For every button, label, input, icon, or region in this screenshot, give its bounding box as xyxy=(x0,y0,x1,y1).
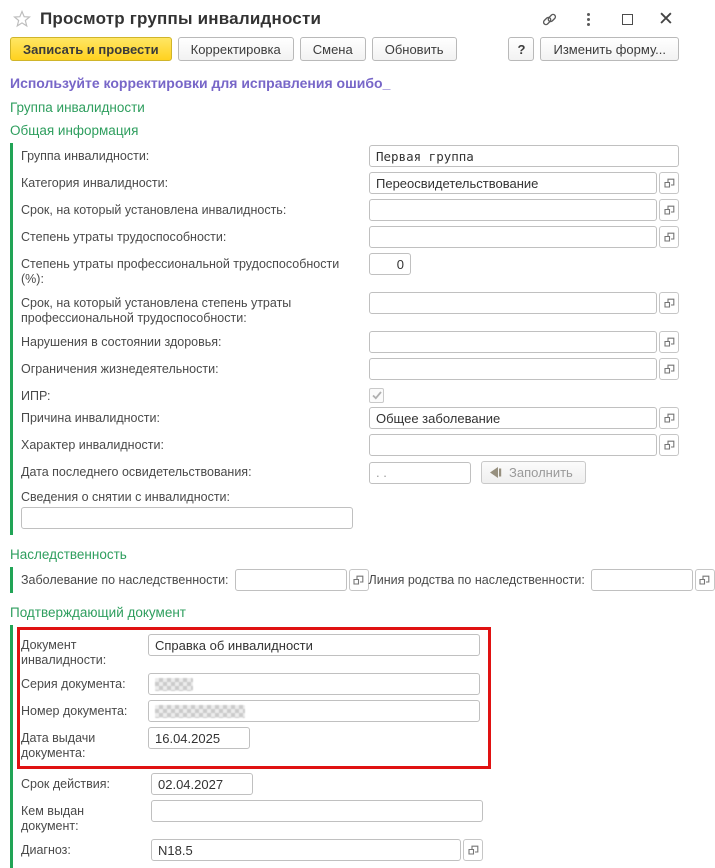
change-form-button[interactable]: Изменить форму... xyxy=(540,37,679,61)
field-row-cause xyxy=(21,407,679,429)
issue-date-label: Дата выдачи документа: xyxy=(21,731,96,760)
issued-by-label: Кем выдан документ: xyxy=(21,804,85,833)
nature-select-button[interactable] xyxy=(659,434,679,456)
category-input[interactable] xyxy=(369,172,657,194)
category-label: Категория инвалидности: xyxy=(21,176,169,190)
doc-type-label: Документ инвалидности: xyxy=(21,638,107,667)
section-header-document: Подтверждающий документ xyxy=(10,605,186,620)
field-row-category xyxy=(21,172,679,194)
issued-by-input[interactable] xyxy=(151,800,483,822)
fill-button[interactable] xyxy=(481,461,586,484)
field-row-ipr xyxy=(21,385,679,404)
redacted-number-value xyxy=(155,705,245,718)
heredity-disease-select-button[interactable] xyxy=(349,569,369,591)
field-row-valid-until xyxy=(21,773,679,795)
last-exam-date-input[interactable] xyxy=(369,462,471,484)
field-row-prof-loss-term xyxy=(21,292,679,326)
field-row-doc-type xyxy=(21,634,484,668)
correction-notice: Используйте корректировки для исправления ошибо_ xyxy=(10,75,391,91)
prof-loss-term-label: Срок, на который установлена степень утраты профессиональной трудоспособности: xyxy=(21,296,292,325)
health-violations-label: Нарушения в состоянии здоровья: xyxy=(21,335,222,349)
shift-button[interactable]: Смена xyxy=(300,37,366,61)
doc-number-label: Номер документа: xyxy=(21,704,128,718)
nature-label: Характер инвалидности: xyxy=(21,438,164,452)
doc-series-input[interactable] xyxy=(148,673,480,695)
field-row-group xyxy=(21,145,679,167)
life-limits-input[interactable] xyxy=(369,358,657,380)
diagnosis-label: Диагноз: xyxy=(21,843,71,857)
diagnosis-select-button[interactable] xyxy=(463,839,483,861)
field-row-removal-info xyxy=(21,489,679,533)
section-header-general: Общая информация xyxy=(10,123,139,138)
field-row-health-violations xyxy=(21,331,679,353)
prof-loss-pct-label: Степень утраты профессиональной трудоспособности (%): xyxy=(21,257,340,286)
close-icon[interactable]: ✕ xyxy=(658,8,674,30)
refresh-button[interactable]: Обновить xyxy=(372,37,457,61)
link-icon[interactable] xyxy=(540,10,558,28)
heredity-kinship-select-button[interactable] xyxy=(695,569,715,591)
field-row-term xyxy=(21,199,679,221)
diagnosis-input[interactable] xyxy=(151,839,461,861)
favorite-star-icon[interactable] xyxy=(12,9,32,29)
valid-until-label: Срок действия: xyxy=(21,777,110,791)
last-exam-date-label: Дата последнего освидетельствования: xyxy=(21,465,252,479)
heredity-kinship-label: Линия родства по наследственности: xyxy=(368,572,585,587)
loss-degree-input[interactable] xyxy=(369,226,657,248)
field-row-doc-series xyxy=(21,673,484,695)
heredity-disease-input[interactable] xyxy=(235,569,347,591)
heredity-row xyxy=(21,569,679,591)
category-select-button[interactable] xyxy=(659,172,679,194)
restore-window-icon[interactable] xyxy=(618,10,636,28)
term-label: Срок, на который установлена инвалидность: xyxy=(21,203,287,217)
more-menu-icon[interactable] xyxy=(579,10,597,28)
field-row-last-exam-date xyxy=(21,461,679,484)
field-row-doc-number xyxy=(21,700,484,722)
document-group xyxy=(10,625,689,868)
save-and-post-button[interactable]: Записать и провести xyxy=(10,37,172,61)
loss-degree-label: Степень утраты трудоспособности: xyxy=(21,230,227,244)
redacted-series-value xyxy=(155,678,193,691)
health-violations-input[interactable] xyxy=(369,331,657,353)
annotation-red-box xyxy=(17,627,491,769)
cause-select-button[interactable] xyxy=(659,407,679,429)
field-row-issued-by xyxy=(21,800,679,834)
term-select-button[interactable] xyxy=(659,199,679,221)
help-button[interactable]: ? xyxy=(508,37,534,61)
field-row-life-limits xyxy=(21,358,679,380)
issue-date-input[interactable] xyxy=(148,727,250,749)
field-row-prof-loss-pct xyxy=(21,253,679,287)
heredity-disease-label: Заболевание по наследственности: xyxy=(21,572,229,587)
section-header-group: Группа инвалидности xyxy=(10,100,145,115)
window-controls xyxy=(540,10,679,28)
field-row-loss-degree xyxy=(21,226,679,248)
life-limits-label: Ограничения жизнедеятельности: xyxy=(21,362,219,376)
window-header xyxy=(0,0,689,33)
prof-loss-term-select-button[interactable] xyxy=(659,292,679,314)
loss-degree-select-button[interactable] xyxy=(659,226,679,248)
ipr-checkbox[interactable] xyxy=(369,388,384,403)
removal-info-input[interactable] xyxy=(21,507,353,529)
section-header-heredity: Наследственность xyxy=(10,547,127,562)
life-limits-select-button[interactable] xyxy=(659,358,679,380)
field-row-nature xyxy=(21,434,679,456)
general-info-group xyxy=(10,143,689,535)
prof-loss-pct-input[interactable] xyxy=(369,253,411,275)
fill-arrow-icon xyxy=(490,467,503,478)
heredity-group xyxy=(10,567,689,593)
field-row-diagnosis xyxy=(21,839,679,861)
term-input[interactable] xyxy=(369,199,657,221)
ipr-label: ИПР: xyxy=(21,389,51,403)
fill-button-label: Заполнить xyxy=(509,465,573,480)
valid-until-input[interactable] xyxy=(151,773,253,795)
group-input[interactable] xyxy=(369,145,679,167)
doc-type-input[interactable] xyxy=(148,634,480,656)
toolbar xyxy=(0,33,689,67)
heredity-kinship-input[interactable] xyxy=(591,569,693,591)
page-title: Просмотр группы инвалидности xyxy=(40,9,322,28)
removal-info-label: Сведения о снятии с инвалидности: xyxy=(21,490,231,504)
prof-loss-term-input[interactable] xyxy=(369,292,657,314)
correction-button[interactable]: Корректировка xyxy=(178,37,294,61)
nature-input[interactable] xyxy=(369,434,657,456)
cause-input[interactable] xyxy=(369,407,657,429)
group-label: Группа инвалидности: xyxy=(21,149,150,163)
cause-label: Причина инвалидности: xyxy=(21,411,160,425)
doc-number-input[interactable] xyxy=(148,700,480,722)
health-violations-select-button[interactable] xyxy=(659,331,679,353)
field-row-issue-date xyxy=(21,727,484,761)
doc-series-label: Серия документа: xyxy=(21,677,126,691)
